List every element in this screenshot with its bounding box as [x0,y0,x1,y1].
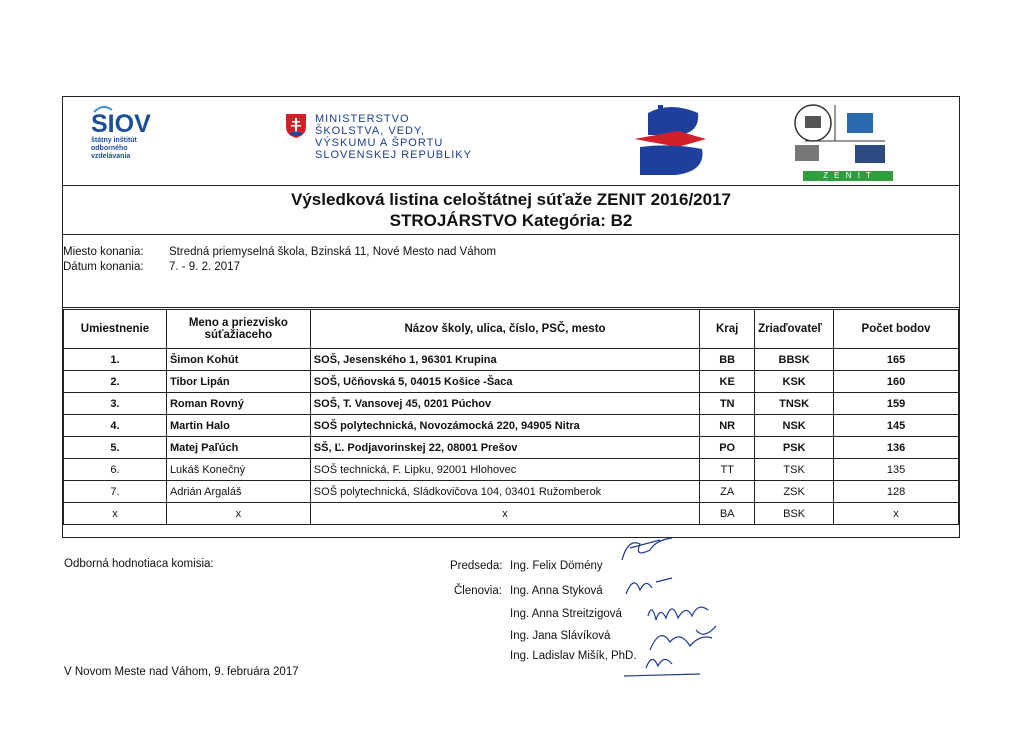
title-line: STROJÁRSTVO Kategória: B2 [389,211,633,230]
name-cell: Tibor Lipán [166,371,310,393]
founder-cell: TSK [755,459,834,481]
rank-cell: 5. [64,437,167,459]
name-cell: Martin Halo [166,415,310,437]
region-cell: TT [700,459,755,481]
table-row [64,503,959,525]
column-header: Zriaďovateľ [755,310,834,349]
points-cell: 165 [834,349,959,371]
name-cell: Roman Rovný [166,393,310,415]
ministry-logo [285,113,472,161]
points-cell: 145 [834,415,959,437]
column-header: Umiestnenie [64,310,167,349]
founder-cell: BBSK [755,349,834,371]
founder-cell: BSK [755,503,834,525]
zenit-technology-icon [785,101,895,171]
date-value: 7. - 9. 2. 2017 [169,261,240,273]
school-cell: SOŠ polytechnická, Novozámocká 220, 94905 Nitra [310,415,699,437]
school-cell: SOŠ, Učňovská 5, 04015 Košice -Šaca [310,371,699,393]
member-name: Ing. Anna Streitzigová [510,608,622,620]
region-cell: NR [700,415,755,437]
ministry-line: MINISTERSTVO [315,113,410,125]
founder-cell: TNSK [755,393,834,415]
siov-logo [91,111,151,161]
place-value: Stredná priemyselná škola, Bzinská 11, Nové Mesto nad Váhom [169,246,497,258]
ministry-line: SLOVENSKEJ REPUBLIKY [315,149,472,161]
table-header-row [64,310,959,349]
siov-arc-icon [93,105,113,113]
ministry-line: ŠKOLSTVA, VEDY, [315,125,425,137]
name-cell: Adrián Argaláš [166,481,310,503]
region-cell: TN [700,393,755,415]
zenit-logo [785,101,895,180]
member-name: Ing. Jana Slávíková [510,630,611,642]
column-header: Názov školy, ulica, číslo, PSČ, mesto [310,310,699,349]
points-cell: 136 [834,437,959,459]
table-row [64,437,959,459]
points-cell: 159 [834,393,959,415]
founder-cell: NSK [755,415,834,437]
ministry-line: VÝSKUMU A ŠPORTU [315,137,444,149]
divider [63,307,959,308]
points-cell: 160 [834,371,959,393]
chair-name: Ing. Felix Dömény [510,560,603,572]
column-header: Meno a priezvisko súťažiaceho [166,310,310,349]
name-cell: Matej Paľúch [166,437,310,459]
chair-label: Predseda: [450,560,503,572]
rank-cell: x [64,503,167,525]
siov-subtitle: odborného [91,145,128,152]
column-header: Kraj [700,310,755,349]
school-cell: SOŠ, Jesenského 1, 96301 Krupina [310,349,699,371]
school-cell: SOŠ, T. Vansovej 45, 0201 Púchov [310,393,699,415]
school-cell: SŠ, Ľ. Podjavorinskej 22, 08001 Prešov [310,437,699,459]
table-row [64,459,959,481]
divider [63,234,959,235]
founder-cell: PSK [755,437,834,459]
points-cell: 128 [834,481,959,503]
rank-cell: 3. [64,393,167,415]
members-label: Členovia: [454,585,502,597]
committee-label: Odborná hodnotiaca komisia: [64,558,214,570]
siov-subtitle: vzdelávania [91,153,131,160]
rank-cell: 1. [64,349,167,371]
region-cell: PO [700,437,755,459]
table-row [64,393,959,415]
slovak-coat-of-arms-icon [285,113,307,139]
place-label: Miesto konania: [63,246,144,258]
column-header: Počet bodov [834,310,959,349]
rank-cell: 7. [64,481,167,503]
table-row [64,349,959,371]
siov-subtitle: štátny inštitút [91,137,137,144]
name-cell: Šimon Kohút [166,349,310,371]
siov-wordmark: SIOV [91,110,151,138]
region-cell: BA [700,503,755,525]
divider [63,185,959,186]
region-cell: ZA [700,481,755,503]
results-document [62,96,960,538]
event-info [63,245,496,275]
member-name: Ing. Anna Styková [510,585,603,597]
table-row [64,371,959,393]
school-cell: x [310,503,699,525]
rank-cell: 6. [64,459,167,481]
zenit-label: Z E N I T [803,171,893,181]
school-cell: SOŠ technická, F. Lipku, 92001 Hlohovec [310,459,699,481]
region-cell: BB [700,349,755,371]
founder-cell: KSK [755,371,834,393]
table-row [64,481,959,503]
title-line: Výsledková listina celoštátnej súťaže ZENIT 2016/2017 [291,190,731,209]
results-table [63,309,959,525]
rank-cell: 4. [64,415,167,437]
logo-header [63,97,959,185]
founder-cell: ZSK [755,481,834,503]
points-cell: x [834,503,959,525]
member-name: Ing. Ladislav Mišík, PhD. [510,650,637,662]
handwritten-signatures [600,530,740,680]
place-date: V Novom Meste nad Váhom, 9. februára 2017 [64,666,299,678]
region-cell: KE [700,371,755,393]
school-cell: SOŠ polytechnická, Sládkovičova 104, 03401 Ružomberok [310,481,699,503]
rank-cell: 2. [64,371,167,393]
name-cell: Lukáš Konečný [166,459,310,481]
page-title [63,189,959,231]
points-cell: 135 [834,459,959,481]
name-cell: x [166,503,310,525]
competition-emblem-icon [628,103,712,179]
date-label: Dátum konania: [63,261,144,273]
table-row [64,415,959,437]
